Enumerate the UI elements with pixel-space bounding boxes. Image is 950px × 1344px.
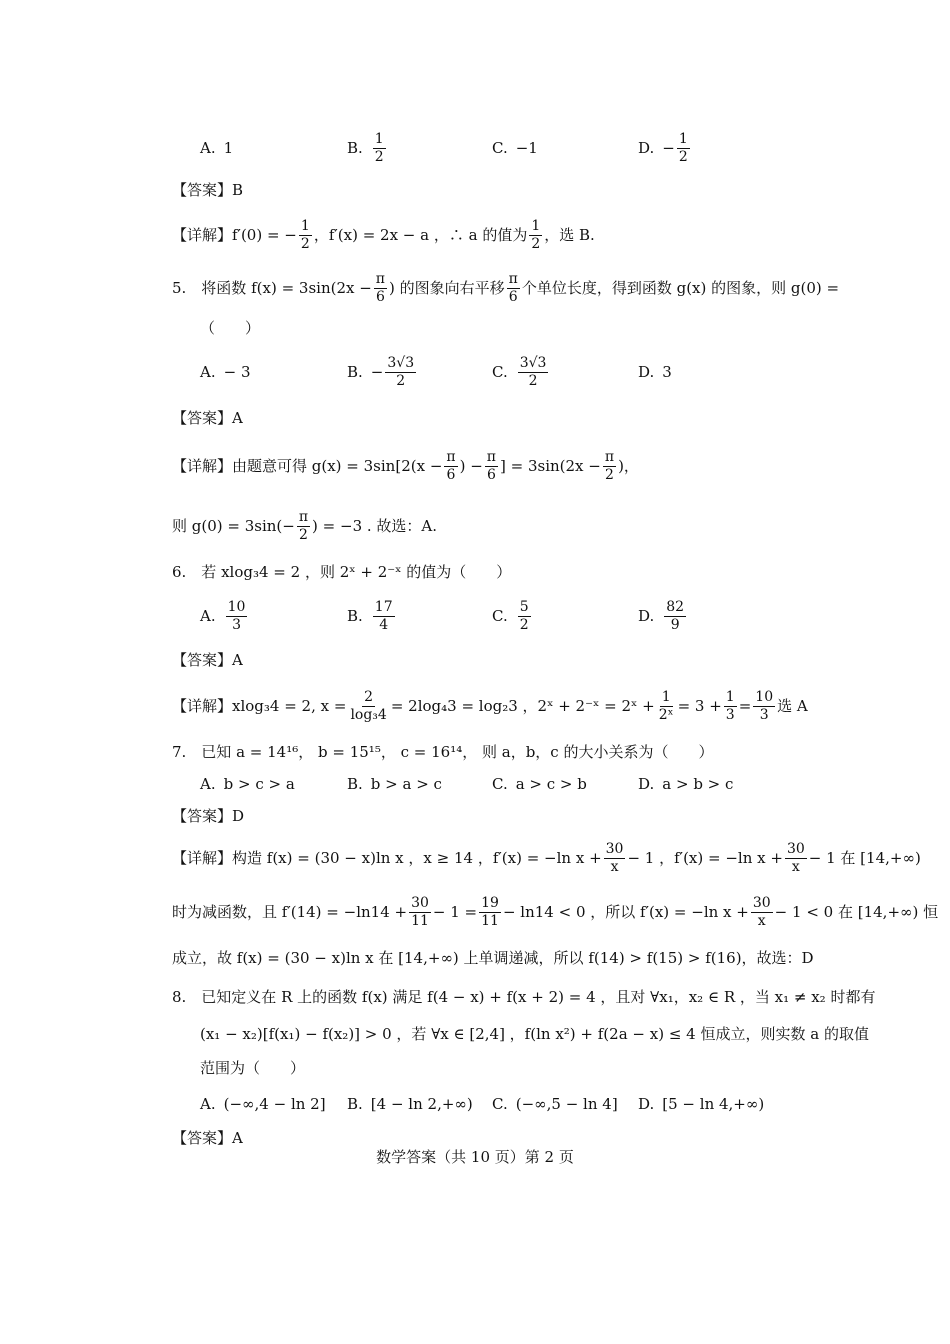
q5-stem-line2: （ ） bbox=[200, 319, 261, 337]
q4-option-b: B. $\frac{1}{2}$ bbox=[347, 130, 384, 165]
q5-answer: 【答案】A bbox=[172, 409, 243, 427]
q6-option-d: D. $\frac{82}{9}$ bbox=[638, 598, 685, 633]
q8-option-b: B. [4 − ln 2,+∞) bbox=[347, 1095, 473, 1113]
q7-option-c: C. a > c > b bbox=[492, 775, 587, 793]
q8-options bbox=[200, 1084, 800, 1124]
q4-detail: 【详解】f′(0) = − $\frac{1}{2}$ ，f′(x) = 2x − a ，∴ a 的值为 $\frac{1}{2}$ ，选 B. bbox=[172, 217, 595, 252]
q5-stem-line1: 5. 将函数 f(x) = 3sin(2x − $\frac{\pi}{6}$ ) 的图象向右平移 $\frac{\pi}{6}$ 个单位长度，得到函数 g(x) 的图象，则 g(0) = bbox=[172, 270, 840, 305]
q8-stem-line3: 范围为（ ） bbox=[200, 1059, 306, 1077]
page-footer: 数学答案（共 10 页）第 2 页 bbox=[376, 1148, 574, 1166]
q6-option-c: C. $\frac{5}{2}$ bbox=[492, 598, 529, 633]
q6-option-a: A. $\frac{10}{3}$ bbox=[200, 598, 246, 633]
q5-options bbox=[200, 352, 800, 392]
q7-detail-line1: 【详解】构造 f(x) = (30 − x)ln x ，x ≥ 14 ，f′(x) = −ln x + $\frac{30}{x}$ − 1 ，f′(x) = −ln x + $\frac{30}{x}$ − 1 在 [14,+∞) bbox=[172, 840, 921, 875]
q6-stem: 6. 若 xlog₃4 = 2 ，则 2ˣ + 2⁻ˣ 的值为（ ） bbox=[172, 563, 512, 581]
q8-option-a: A. (−∞,4 − ln 2] bbox=[200, 1095, 326, 1113]
q7-options bbox=[200, 764, 800, 804]
q8-answer: 【答案】A bbox=[172, 1129, 243, 1147]
q4-options bbox=[200, 128, 800, 168]
q4-answer: 【答案】B bbox=[172, 181, 244, 199]
q4-option-a: A. 1 bbox=[200, 139, 234, 157]
q5-option-c: C. $\frac{3√3}{2}$ bbox=[492, 354, 547, 389]
q7-option-b: B. b > a > c bbox=[347, 775, 442, 793]
q4-option-d: D. − $\frac{1}{2}$ bbox=[638, 130, 688, 165]
q7-option-a: A. b > c > a bbox=[200, 775, 295, 793]
q5-option-d: D. 3 bbox=[638, 363, 672, 381]
q8-stem-line1: 8. 已知定义在 R 上的函数 f(x) 满足 f(4 − x) + f(x + 2) = 4 ，且对 ∀x₁，x₂ ∈ R ，当 x₁ ≠ x₂ 时都有 bbox=[172, 988, 876, 1006]
q5-detail-line1: 【详解】由题意可得 g(x) = 3sin[2(x − $\frac{\pi}{6}$ ) − $\frac{\pi}{6}$ ] = 3sin(2x − $\frac{\pi}{2}$ )， bbox=[172, 448, 639, 483]
q7-answer: 【答案】D bbox=[172, 807, 245, 825]
q5-option-a: A. − 3 bbox=[200, 363, 251, 381]
q7-stem: 7. 已知 a = 14¹⁶， b = 15¹⁵， c = 16¹⁴， 则 a，b，c 的大小关系为（ ） bbox=[172, 743, 714, 761]
q8-stem-line2: (x₁ − x₂)[f(x₁) − f(x₂)] > 0 ，若 ∀x ∈ [2,4] ，f(ln x²) + f(2a − x) ≤ 4 恒成立，则实数 a 的取值 bbox=[200, 1025, 869, 1043]
q5-option-b: B. − $\frac{3√3}{2}$ bbox=[347, 354, 415, 389]
q6-answer: 【答案】A bbox=[172, 651, 243, 669]
q5-detail-line2: 则 g(0) = 3sin(− $\frac{\pi}{2}$ ) = −3 . 故选：A. bbox=[172, 508, 438, 543]
q4-option-c: C. −1 bbox=[492, 139, 538, 157]
q6-options bbox=[200, 596, 800, 636]
q7-option-d: D. a > b > c bbox=[638, 775, 734, 793]
q6-option-b: B. $\frac{17}{4}$ bbox=[347, 598, 393, 633]
q7-detail-line2: 时为减函数，且 f′(14) = −ln14 + $\frac{30}{11}$ − 1 = $\frac{19}{11}$ − ln14 < 0 ，所以 f′(x) = −ln x + $\frac{30}{x}$ − 1 < 0 在 [14,+∞) 恒 bbox=[172, 894, 939, 929]
q8-option-d: D. [5 − ln 4,+∞) bbox=[638, 1095, 765, 1113]
q7-detail-line3: 成立，故 f(x) = (30 − x)ln x 在 [14,+∞) 上单调递减，所以 f(14) > f(15) > f(16)，故选：D bbox=[172, 949, 814, 967]
q6-detail: 【详解】xlog₃4 = 2, x = $\frac{2}{\text{log₃4}}$ = 2log₄3 = log₂3 ，2ˣ + 2⁻ˣ = 2ˣ + $\frac{1}{\text{2ˣ}}$ = 3 + $\frac{1}{3}$ = $\frac{10}{3}$ 选 A bbox=[172, 688, 808, 723]
q8-option-c: C. (−∞,5 − ln 4] bbox=[492, 1095, 618, 1113]
